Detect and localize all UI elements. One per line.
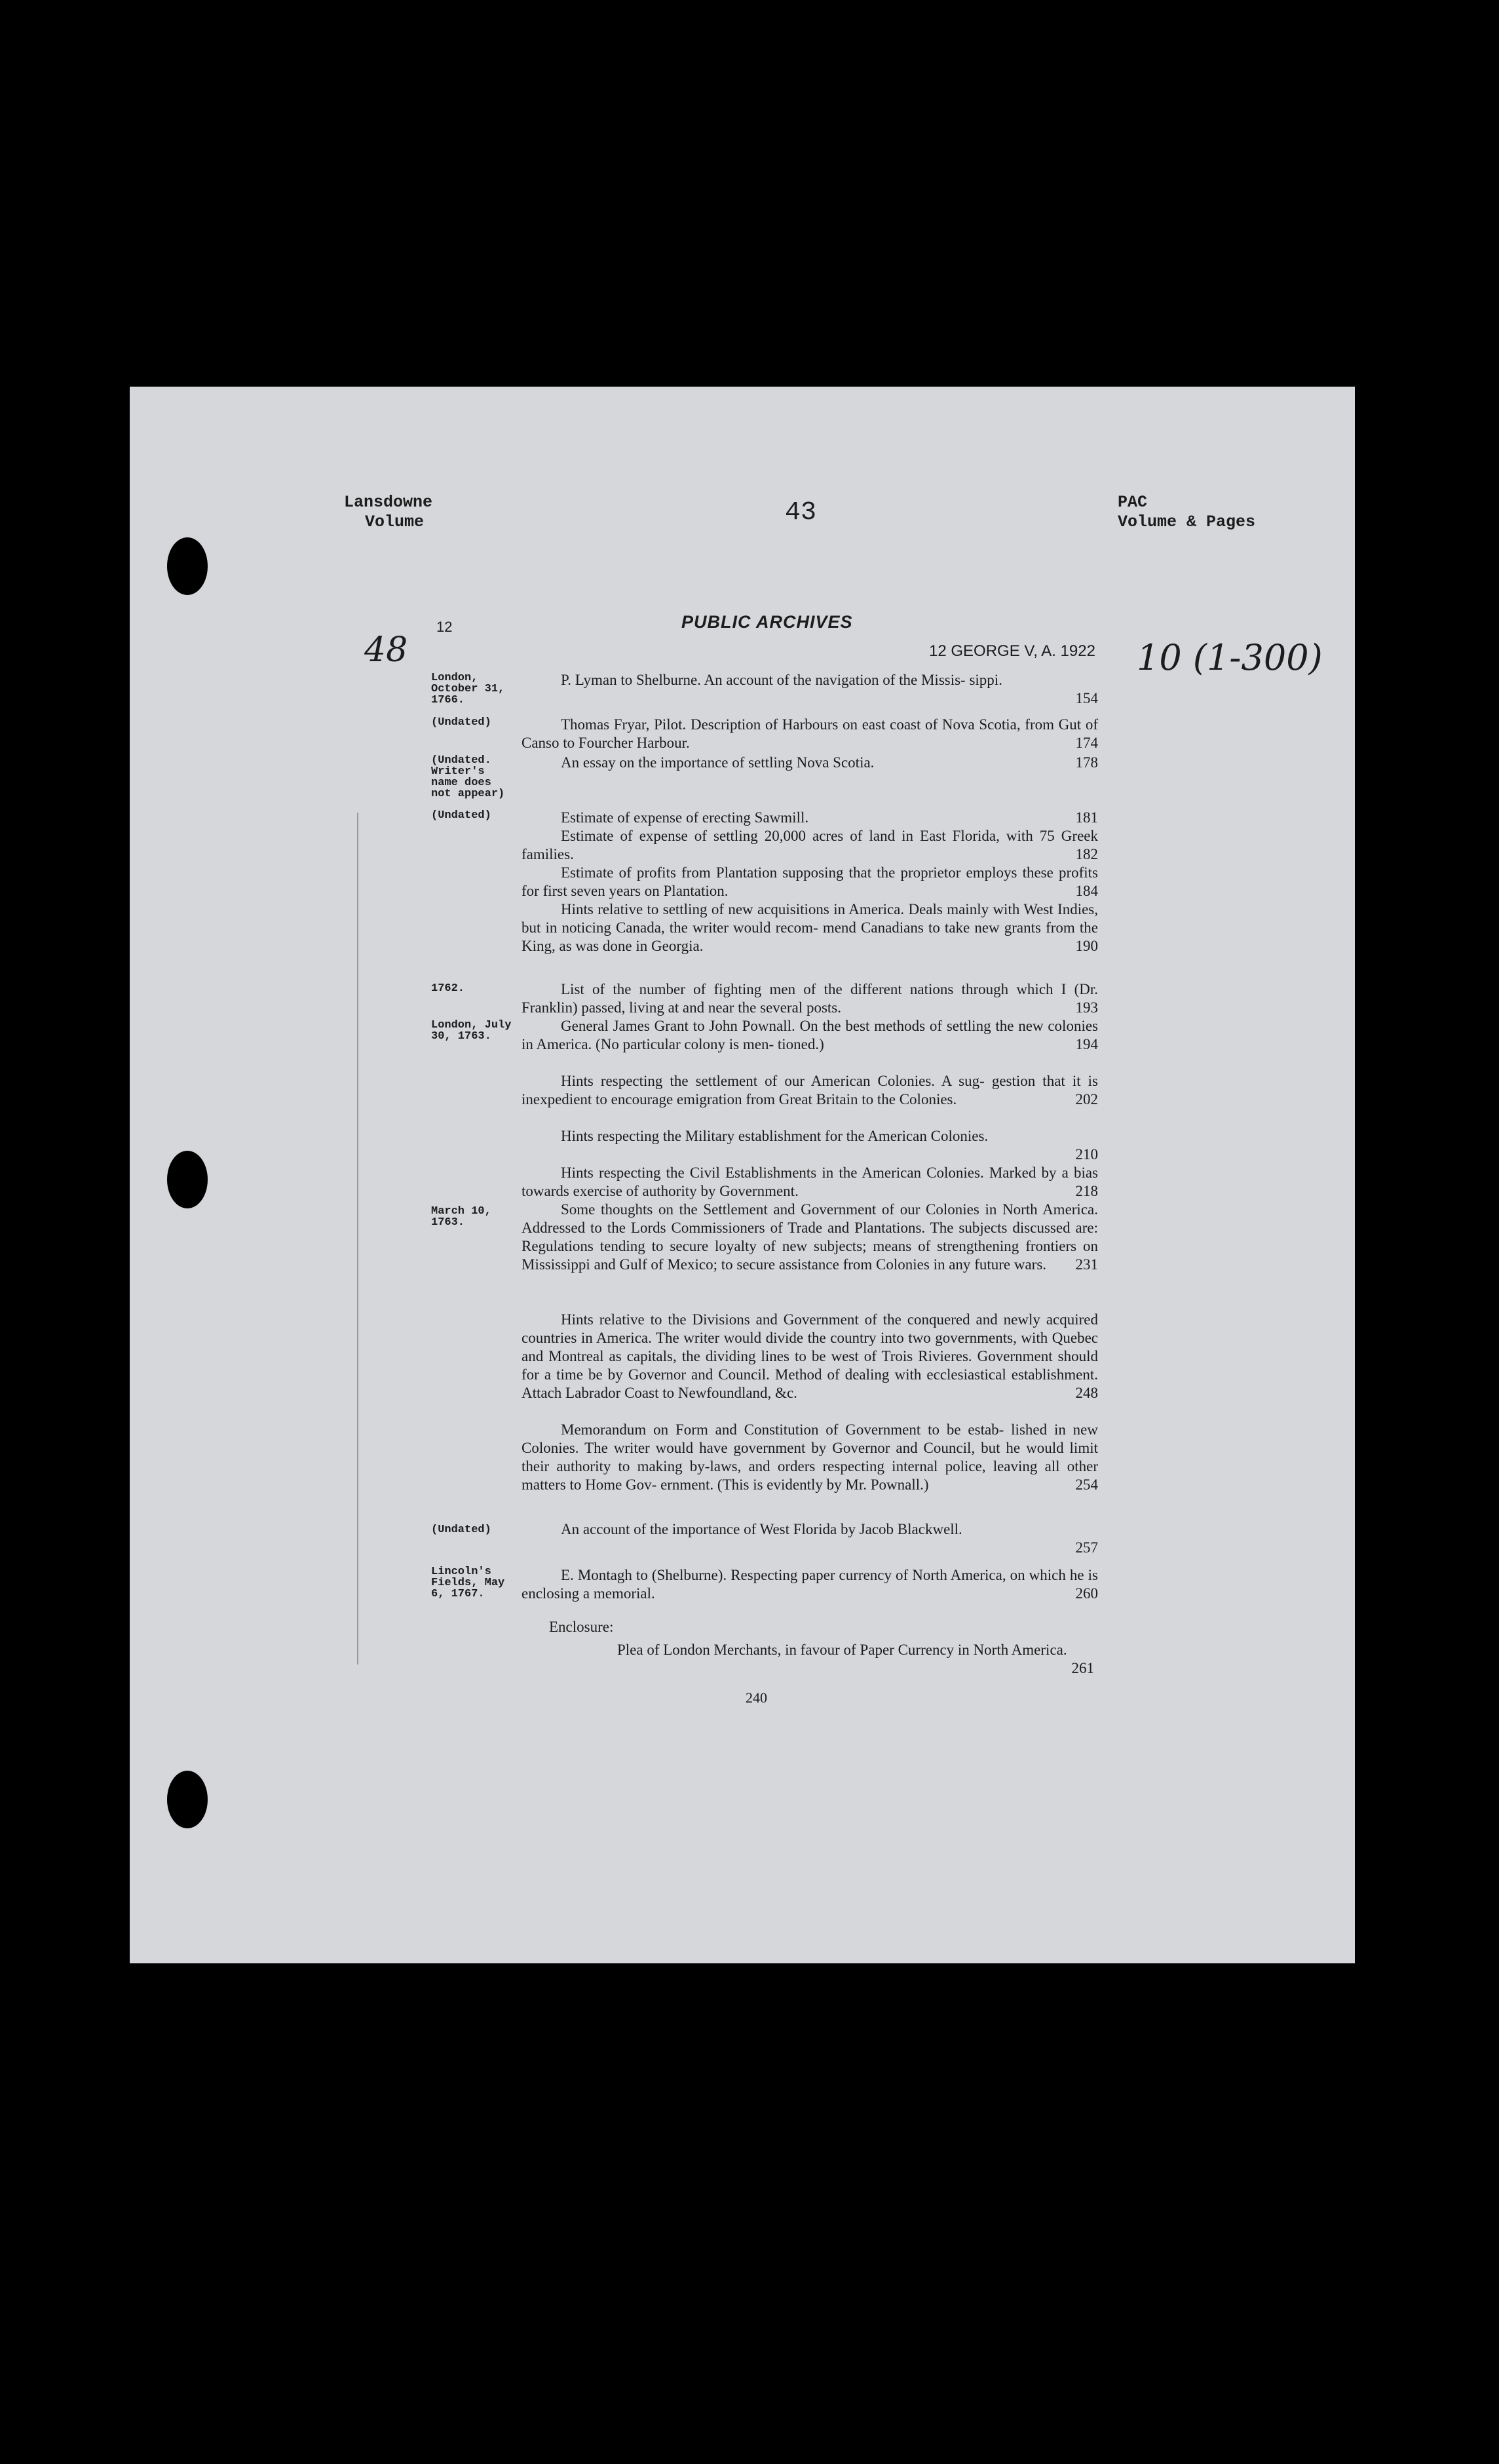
- list-item: Estimate of profits from Plantation supposing that the proprietor employs these profits for first seven years on Plantation. 184: [522, 864, 1098, 899]
- list-item: Hints relative to the Divisions and Government of the conquered and newly acquired countries in America. The writer would divide the country into two governments, with Quebec and Montreal as capitals, the dividing lines to be west of Trois Rivieres. Government should for a time be by Governor and Council. Method of dealing with ecclesiastical establishment. Attach Labrador Coast to Newfoundland, &c. 248: [522, 1311, 1098, 1401]
- binding-line: [357, 813, 358, 1665]
- punch-hole: [167, 1771, 208, 1828]
- list-item: An essay on the importance of settling Nova Scotia. 178: [561, 754, 1098, 771]
- entry-date: London, July 30, 1763.: [431, 1019, 512, 1043]
- page-title: PUBLIC ARCHIVES: [681, 612, 853, 632]
- entry-date: (Undated): [431, 1524, 491, 1536]
- list-item: Estimate of expense of settling 20,000 acres of land in East Florida, with 75 Greek families. 182: [522, 828, 1098, 862]
- handwritten-page-range: 10 (1-300): [1137, 637, 1323, 678]
- list-item: Some thoughts on the Settlement and Government of our Colonies in North America. Addressed to the Lords Commissioners of Trade and Plantations. The subjects discussed are: Regulations tending to secure loyalty of new subjects; means of strengthening frontiers on Mississippi and Gulf of Mexico; to secure assistance from Colonies in any future wars. 231: [522, 1201, 1098, 1273]
- entry-date: Lincoln's Fields, May 6, 1767.: [431, 1566, 505, 1600]
- list-item: Estimate of expense of erecting Sawmill. 181: [561, 809, 1098, 826]
- pac-volume-pages-label: PAC Volume & Pages: [1118, 493, 1256, 531]
- entry-date: 1762.: [431, 982, 465, 995]
- list-item: General James Grant to John Pownall. On the best methods of settling the new colonies in America. (No particular colony is men- tioned.) 194: [522, 1018, 1098, 1052]
- entry-date: (Undated. Writer's name does not appear): [431, 754, 505, 800]
- list-item: Hints relative to settling of new acquisitions in America. Deals mainly with West Indies, but in noticing Canada, the writer would recom- mend Canadians to take new grants from the King, as was done in Georgia. 190: [522, 901, 1098, 954]
- handwritten-number: 48: [364, 630, 408, 670]
- entry-date: (Undated): [431, 716, 491, 729]
- entry-date: (Undated): [431, 809, 491, 822]
- punch-hole: [167, 537, 208, 595]
- list-item: List of the number of fighting men of the different nations through which I (Dr. Franklin) passed, living at and near the several posts. 193: [522, 981, 1098, 1016]
- entry-date: March 10, 1763.: [431, 1205, 491, 1229]
- lansdowne-volume-label: Lansdowne Volume: [344, 493, 433, 531]
- list-item: Hints respecting the Military establishment for the American Colonies. 210: [561, 1128, 1098, 1163]
- list-item: P. Lyman to Shelburne. An account of the navigation of the Missis- sippi. 154: [561, 672, 1098, 706]
- page-number: 12: [436, 619, 453, 635]
- enclosure-item: Plea of London Merchants, in favour of Paper Currency in North America. 261: [617, 1642, 1094, 1676]
- enclosure-label: Enclosure:: [549, 1619, 614, 1635]
- list-item: E. Montagh to (Shelburne). Respecting paper currency of North America, on which he is enclosing a memorial. 260: [522, 1567, 1098, 1602]
- list-item: An account of the importance of West Florida by Jacob Blackwell. 257: [561, 1521, 1098, 1556]
- footer-page-number: 240: [746, 1689, 767, 1706]
- entry-date: London, October 31, 1766.: [431, 672, 505, 706]
- list-item: Memorandum on Form and Constitution of Government to be estab- lished in new Colonies. The writer would have government by Governor and Council, but he would limit their authority to making by-laws, and orders respecting internal police, leaving all other matters to Home Gov- ernment. (This is evidently by Mr. Pownall.) 254: [522, 1421, 1098, 1493]
- regnal-year: 12 GEORGE V, A. 1922: [929, 642, 1095, 660]
- volume-number: 43: [785, 498, 817, 528]
- list-item: Hints respecting the settlement of our American Colonies. A sug- gestion that it is inexpedient to encourage emigration from Great Britain to the Colonies. 202: [522, 1073, 1098, 1107]
- list-item: Thomas Fryar, Pilot. Description of Harbours on east coast of Nova Scotia, from Gut of Canso to Fourcher Harbour. 174: [522, 716, 1098, 751]
- list-item: Hints respecting the Civil Establishments in the American Colonies. Marked by a bias towards exercise of authority by Government. 218: [522, 1165, 1098, 1199]
- punch-hole: [167, 1151, 208, 1208]
